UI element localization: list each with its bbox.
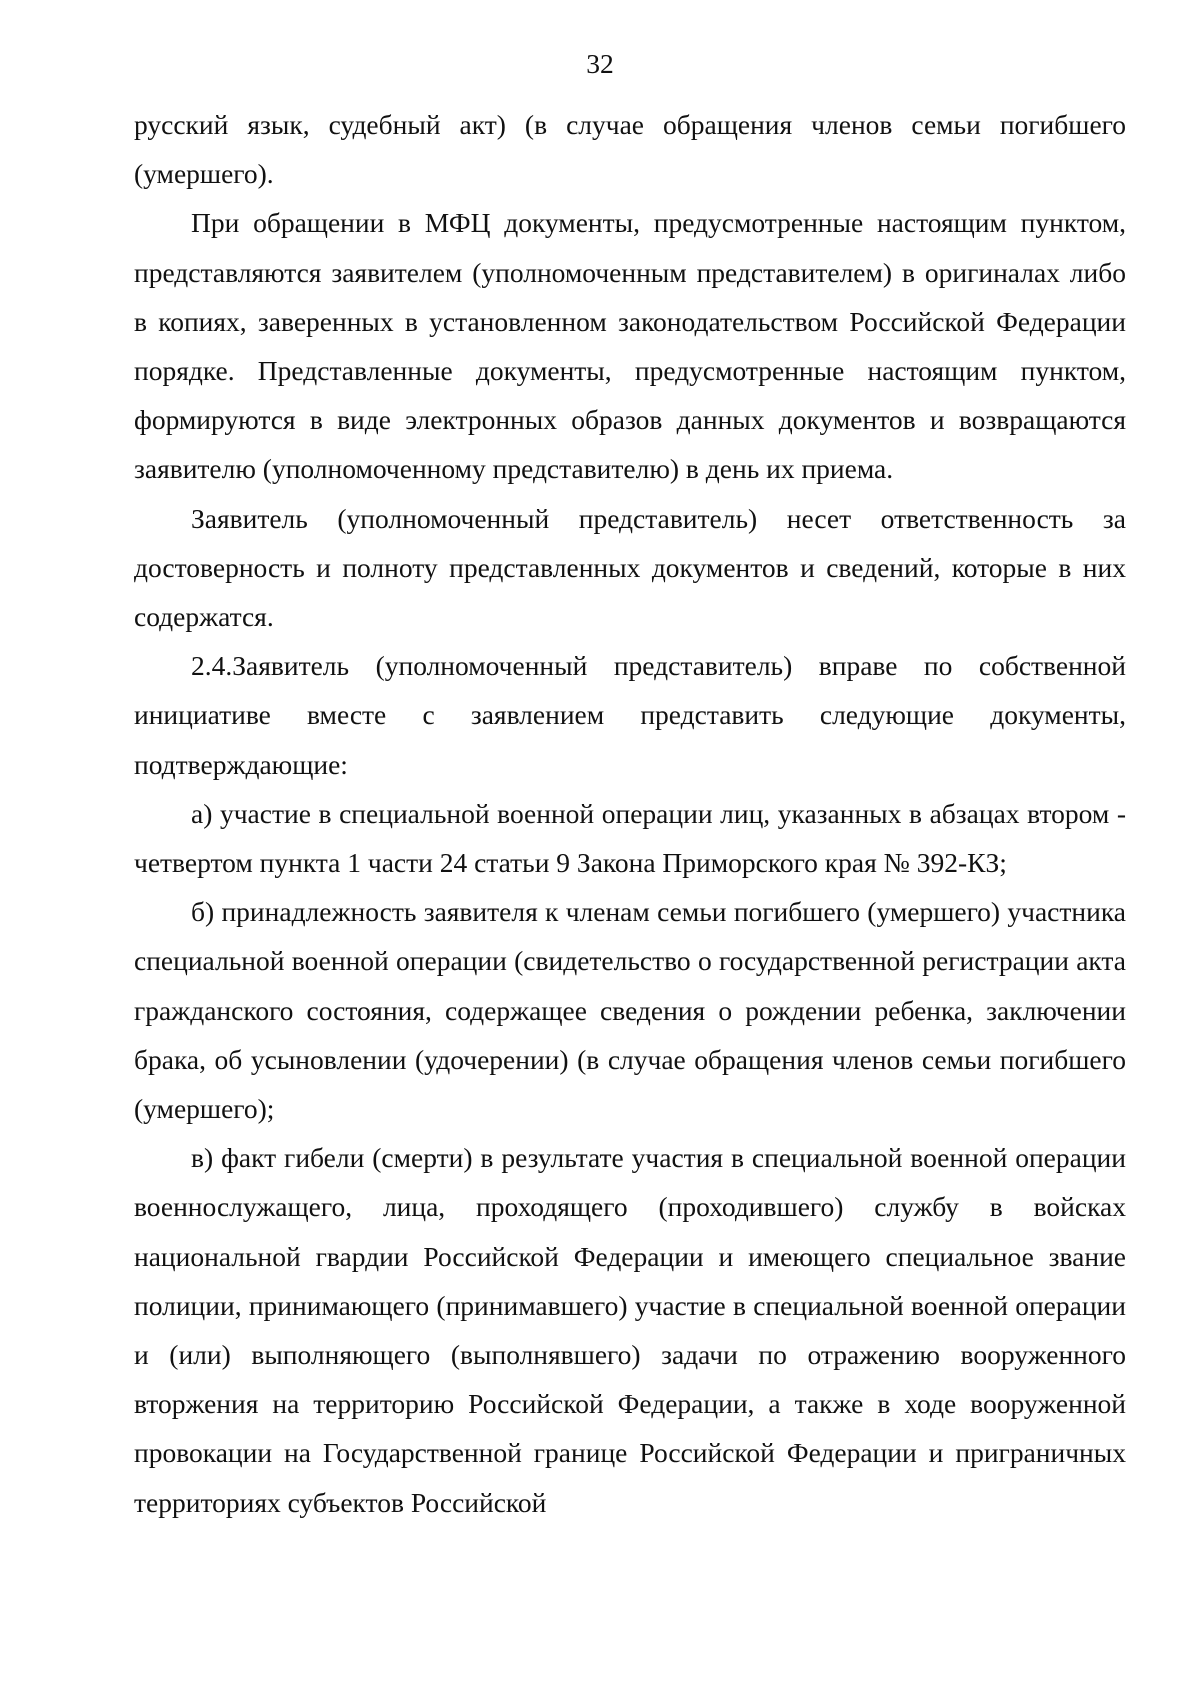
paragraph-applicant-responsibility: Заявитель (уполномоченный представитель) несет ответственность за достоверность и полноту представленных документов и сведений, которые в них содержатся.: [134, 502, 1126, 633]
paragraph-section-2-4: 2.4.Заявитель (уполномоченный представитель) вправе по собственной инициативе вместе с заявлением представить следующие документы, подтверждающие:: [134, 650, 1126, 780]
list-item-b: б) принадлежность заявителя к членам семьи погибшего (умершего) участника специальной военной операции (свидетельство о государственной регистрации акта гражданского состояния, содержащее сведения о рождении ребенка, заключении брака, об усыновлении (удочерении) (в случае обращения членов семьи погибшего (умершего);: [134, 896, 1126, 1125]
paragraph-mfc-documents: При обращении в МФЦ документы, предусмотренные настоящим пунктом, представляются заявителем (уполномоченным представителем) в оригиналах либо в копиях, заверенных в установленном законодательством Российской Федерации порядке. Представленные документы, предусмотренные настоящим пунктом, формируются в виде электронных образов данных документов и возвращаются заявителю (уполномоченному представителю) в день их приема.: [134, 207, 1126, 485]
list-item-a: а) участие в специальной военной операции лиц, указанных в абзацах втором - четвертом пункта 1 части 24 статьи 9 Закона Приморского края № 392-КЗ;: [134, 797, 1126, 879]
list-item-v: в) факт гибели (смерти) в результате участия в специальной военной операции военнослужащего, лица, проходящего (проходившего) службу в войсках национальной гвардии Российской Федерации и имеющего специальное звание полиции, принимающего (принимавшего) участие в специальной военной операции и (или) выполняющего (выполнявшего) задачи по отражению вооруженного вторжения на территорию Российской Федерации, а также в ходе вооруженной провокации на Государственной границе Российской Федерации и приграничных территориях субъектов Российской: [134, 1142, 1126, 1518]
page-number: 32: [586, 48, 614, 79]
paragraph-continuation: русский язык, судебный акт) (в случае обращения членов семьи погибшего (умершего).: [134, 109, 1126, 190]
document-body: [134, 100, 1126, 1527]
